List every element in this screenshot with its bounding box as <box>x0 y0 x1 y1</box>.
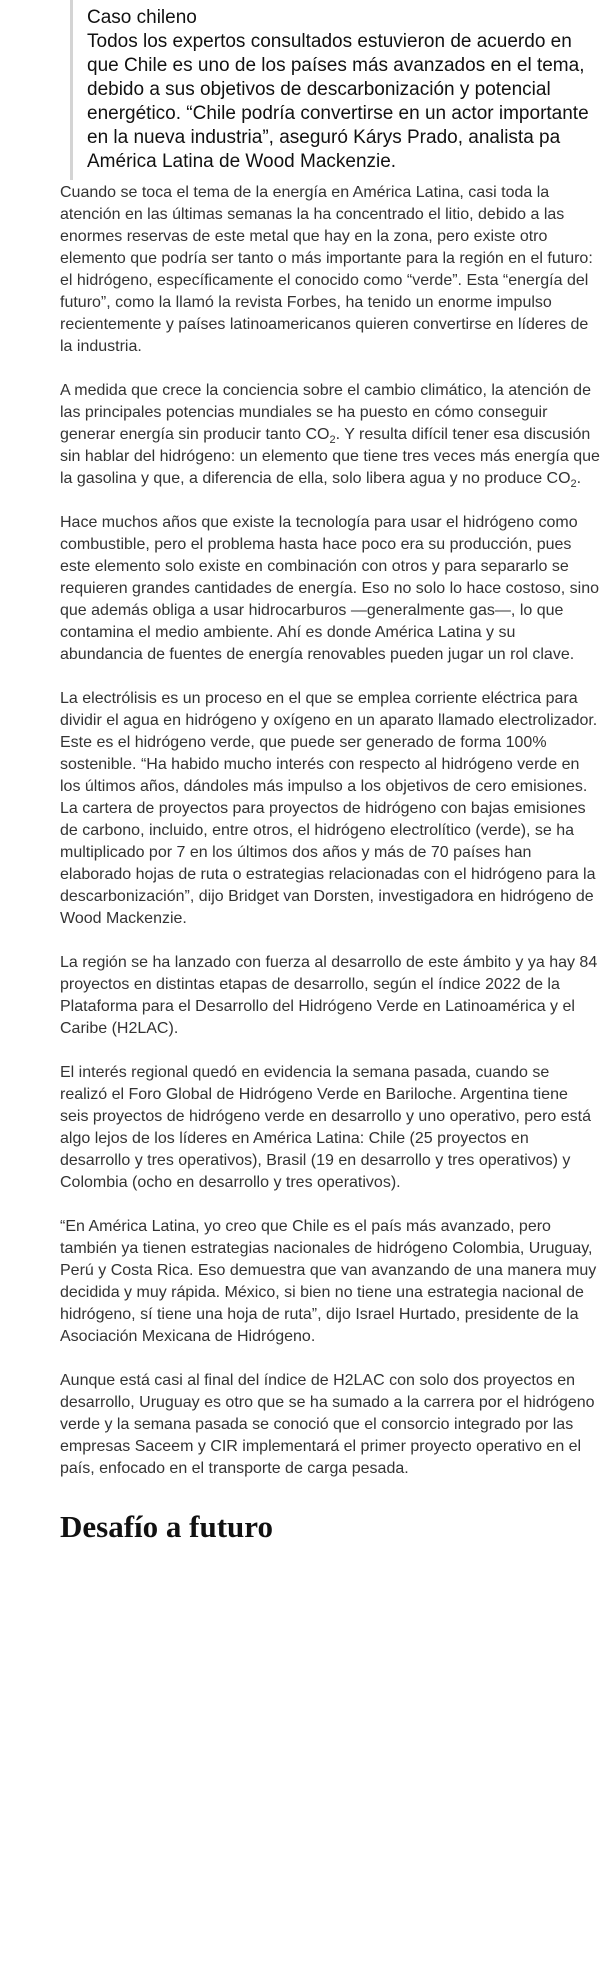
paragraph-6: El interés regional quedó en evidencia la semana pasada, cuando se realizó el Foro Global de Hidrógeno Verde en Bariloche. Argentina tiene seis proyectos de hidrógeno verde en desarrollo y uno operativo, pero está algo lejos de los líderes en América Latina: Chile (25 proyectos en desarrollo y tres operativos), Brasil (19 en desarrollo y tres operativos) y Colombia (ocho en desarrollo y tres operativos). <box>60 1064 591 1191</box>
section-heading: Desafío a futuro <box>60 1509 273 1544</box>
pull-quote-title: Caso chileno <box>87 7 197 28</box>
paragraph-7: “En América Latina, yo creo que Chile es el país más avanzado, pero también ya tienen estrategias nacionales de hidrógeno Colombia, Uruguay, Perú y Costa Rica. Eso demuestra que van avanzando de una manera muy decidida y muy rápida. México, si bien no tiene una estrategia nacional de hidrógeno, sí tiene una hoja de ruta”, dijo Israel Hurtado, presidente de la Asociación Mexicana de Hidrógeno. <box>60 1218 597 1345</box>
paragraph-8: Aunque está casi al final del índice de H2LAC con solo dos proyectos en desarrollo, Uruguay es otro que se ha sumado a la carrera por el hidrógeno verde y la semana pasada se conoció que el consorcio integrado por las empresas Saceem y CIR implementará el primer proyecto operativo en el país, enfocado en el transporte de carga pesada. <box>60 1372 595 1477</box>
article-container <box>60 0 600 1546</box>
paragraph-5: La región se ha lanzado con fuerza al desarrollo de este ámbito y ya hay 84 proyectos en distintas etapas de desarrollo, según el índice 2022 de la Plataforma para el Desarrollo del Hidrógeno Verde en Latinoamérica y el Caribe (H2LAC). <box>60 954 598 1037</box>
paragraph-3: Hace muchos años que existe la tecnología para usar el hidrógeno como combustible, pero el problema hasta hace poco era su producción, pues este elemento solo existe en combinación con otros y para separarlo se requieren grandes cantidades de energía. Eso no solo lo hace costoso, sino que además obliga a usar hidrocarburos —generalmente gas—, lo que contamina el medio ambiente. Ahí es donde América Latina y su abundancia de fuentes de energía renovables pueden jugar un rol clave. <box>60 514 600 663</box>
co2-subscript: 2 <box>329 434 336 447</box>
paragraph-2-part-3: . <box>576 470 582 487</box>
co2-subscript: 2 <box>570 478 577 491</box>
paragraph-1: Cuando se toca el tema de la energía en América Latina, casi toda la atención en las últimas semanas la ha concentrado el litio, debido a las enormes reservas de este metal que hay en la zona, pero existe otro elemento que podría ser tanto o más importante para la región en el futuro: el hidrógeno, específicamente el conocido como “verde”. Esta “energía del futuro”, como la llamó la revista Forbes, ha tenido un enorme impulso recientemente y países latinoamericanos quieren convertirse en líderes de la industria. <box>60 184 593 355</box>
pull-quote-text: Todos los expertos consultados estuvieron de acuerdo en que Chile es uno de los países más avanzados en el tema, debido a sus objetivos de descarbonización y potencial energético. “Chile podría convertirse en un actor importante en la nueva industria”, aseguró Kárys Prado, analista pa América Latina de Wood Mackenzie. <box>87 31 589 172</box>
paragraph-2-part-1: A medida que crece la conciencia sobre el cambio climático, la atención de las principales potencias mundiales se ha puesto en cómo conseguir generar energía sin producir tanto CO <box>60 382 591 443</box>
pull-quote <box>70 0 600 180</box>
paragraph-4: La electrólisis es un proceso en el que se emplea corriente eléctrica para dividir el agua en hidrógeno y oxígeno en un aparato llamado electrolizador. Este es el hidrógeno verde, que puede ser generado de forma 100% sostenible. “Ha habido mucho interés con respecto al hidrógeno verde en los últimos años, dándoles más impulso a los objetivos de cero emisiones. La cartera de proyectos para proyectos de hidrógeno con bajas emisiones de carbono, incluido, entre otros, el hidrógeno electrolítico (verde), se ha multiplicado por 7 en los últimos dos años y más de 70 países han elaborado hojas de ruta o estrategias relacionadas con el hidrógeno para la descarbonización”, dijo Bridget van Dorsten, investigadora en hidrógeno de Wood Mackenzie. <box>60 690 598 927</box>
paragraph-2-part-2: . Y resulta difícil tener esa discusión sin hablar del hidrógeno: un elemento que tiene tres veces más energía que la gasolina y que, a diferencia de ella, solo libera agua y no produce CO <box>60 426 600 487</box>
article-body <box>60 182 600 1480</box>
paragraph-2 <box>60 380 600 490</box>
